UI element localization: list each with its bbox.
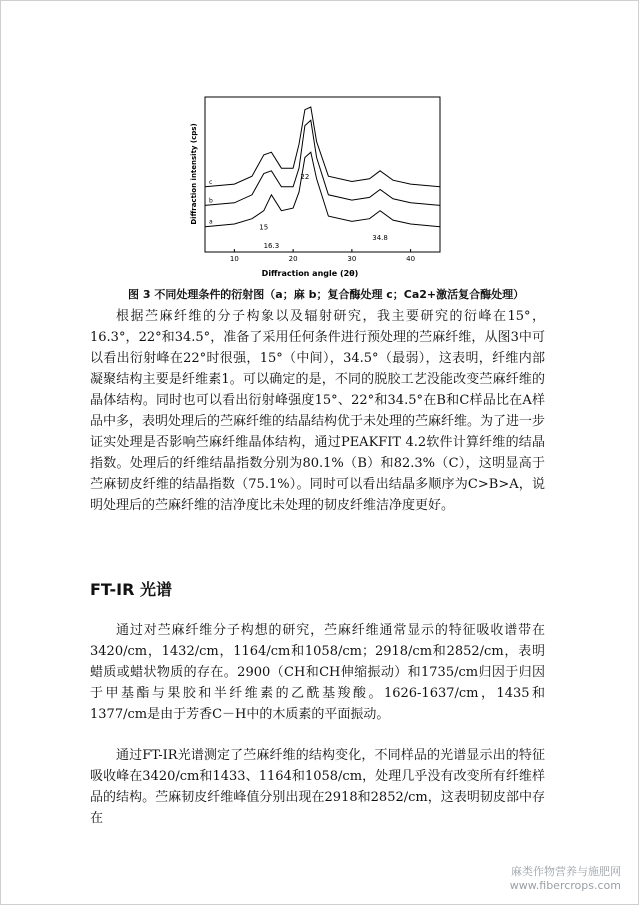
watermark — [510, 865, 621, 893]
x-tick-label: 10 — [229, 255, 239, 263]
peak-annotation: 15 — [259, 223, 269, 232]
paragraph-ftir-2-text: 通过FT-IR光谱测定了苎麻纤维的结构变化，不同样品的光谱显示出的特征吸收峰在3420/cm和1433、1164和1058/cm，处理几乎没有改变所有纤维样品的结构。苎麻韧皮纤维峰值分别出现在2918和2852/cm，这表明韧皮部中存在 — [90, 748, 545, 826]
x-tick-label: 30 — [347, 255, 357, 263]
y-axis-label: Diffraction intensity (cps) — [190, 123, 198, 225]
x-axis-label: Diffraction angle (2θ) — [261, 269, 359, 278]
watermark-line2: www.fibercrops.com — [509, 879, 621, 892]
peak-annotation: 22 — [300, 172, 310, 181]
peak-annotation: 16.3 — [263, 241, 280, 250]
paragraph-ftir-2 — [90, 745, 545, 829]
series-label-b: b — [209, 197, 213, 205]
xrd-chart — [185, 92, 445, 282]
figure-caption: 图 3 不同处理条件的衍射图（a；麻 b；复合酶处理 c；Ca2+激活复合酶处理） — [128, 288, 525, 301]
paragraph-ftir-1-text: 通过对苎麻纤维分子构想的研究，苎麻纤维通常显示的特征吸收谱带在3420/cm，1432/cm，1164/cm和1058/cm；2918/cm和2852/cm，表明蜡质或蜡状物质的存在。2900（CH和CH伸缩振动）和1735/cm归因于归因于甲基酯与果胶和半纤维素的乙酰基羧酸。1626-1637/cm，1435和1377/cm是由于芳香C－H中的木质素的平面振动。 — [90, 623, 545, 722]
x-tick-label: 20 — [288, 255, 298, 263]
paragraph-xrd — [90, 306, 545, 516]
series-label-a: a — [209, 218, 213, 226]
watermark-line1: 麻类作物营养与施肥网 — [511, 865, 621, 878]
section-heading-ftir: FT-IR 光谱 — [90, 580, 172, 599]
peak-annotation: 34.8 — [372, 234, 388, 242]
series-label-c: c — [209, 178, 213, 186]
paragraph-xrd-text: 根据苎麻纤维的分子构象以及辐射研究，我主要研究的衍峰在15°，16.3°，22°和34.5°，准备了采用任何条件进行预处理的苎麻纤维，从图3中可以看出衍射峰在22°时很强，15°（中间），34.5°（最弱），这表明，纤维内部凝聚结构主要是纤维素1。可以确定的是，不同的脱胶工艺没能改变苎麻纤维的晶体结构。同时也可以看出衍射峰强度15°、22°和34.5°在B和C样品比在A样品中多，表明处理后的苎麻纤维的结晶结构优于未处理的苎麻纤维。为了进一步证实处理是否影响苎麻纤维晶体结构，通过PEAKFIT 4.2软件计算纤维的结晶指数。处理后的纤维结晶指数分别为80.1%（B）和82.3%（C），这明显高于苎麻韧皮纤维的结晶指数（75.1%）。同时可以看出结晶多顺序为C>B>A，说明处理后的苎麻纤维的洁净度比未处理的韧皮纤维洁净度更好。 — [90, 309, 546, 513]
paragraph-ftir-1 — [90, 620, 545, 725]
x-tick-label: 40 — [406, 255, 416, 263]
